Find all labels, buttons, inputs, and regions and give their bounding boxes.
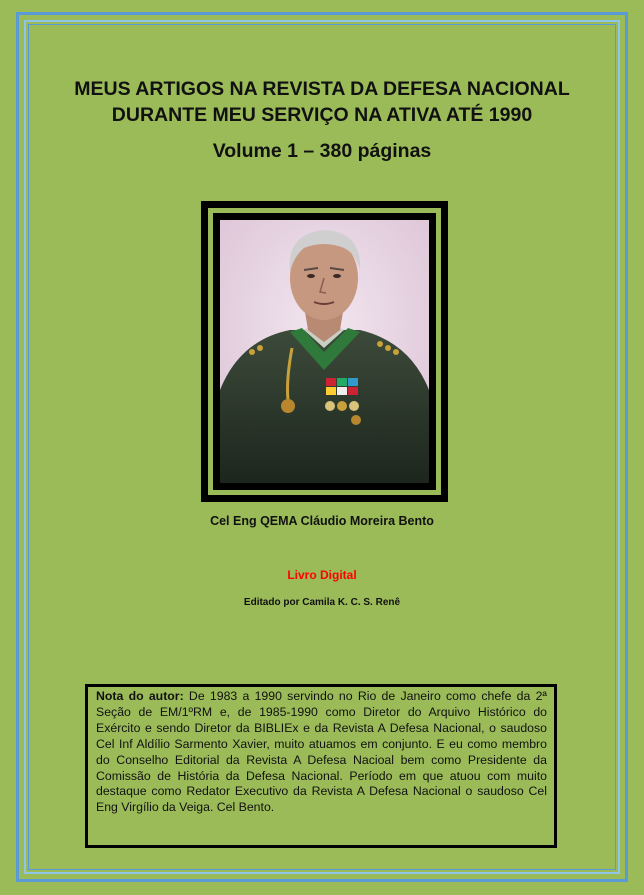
book-title — [30, 76, 614, 128]
portrait-illustration — [220, 220, 429, 483]
title-line-2: DURANTE MEU SERVIÇO NA ATIVA ATÉ 1990 — [111, 104, 533, 126]
author-note — [85, 684, 557, 848]
editor-credit: Editado por Camila K. C. S. Renê — [243, 597, 401, 608]
title-line-1: MEUS ARTIGOS NA REVISTA DA DEFESA NACIONAL — [74, 78, 570, 100]
book-type-label: Livro Digital — [287, 568, 357, 582]
note-text: De 1983 a 1990 servindo no Rio de Janeiro como chefe da 2ª Seção de EM/1ºRM e, de 1985-1990 como Diretor do Arquivo Histórico do Exército e sendo Diretor da BIBLIEx e da Revista A Defesa Nacional, o saudoso Cel Inf Aldílio Sarmento Xavier, muito atuamos em conjunto. E eu como membro do Conselho Editorial da Revista A Defesa Nacioal bem como Presidente da Comissão de História da Defesa Nacional. Período em que atuou com muito destaque como Redator Executivo da Revista A Defesa Nacional o saudoso Cel Eng Virgílio da Veiga. Cel Bento. — [96, 689, 547, 815]
volume-info: Volume 1 – 380 páginas — [212, 140, 432, 162]
author-portrait — [220, 220, 429, 483]
author-caption: Cel Eng QEMA Cláudio Moreira Bento — [210, 514, 434, 528]
portrait-frame — [201, 201, 448, 502]
note-label: Nota do autor: — [96, 689, 184, 703]
